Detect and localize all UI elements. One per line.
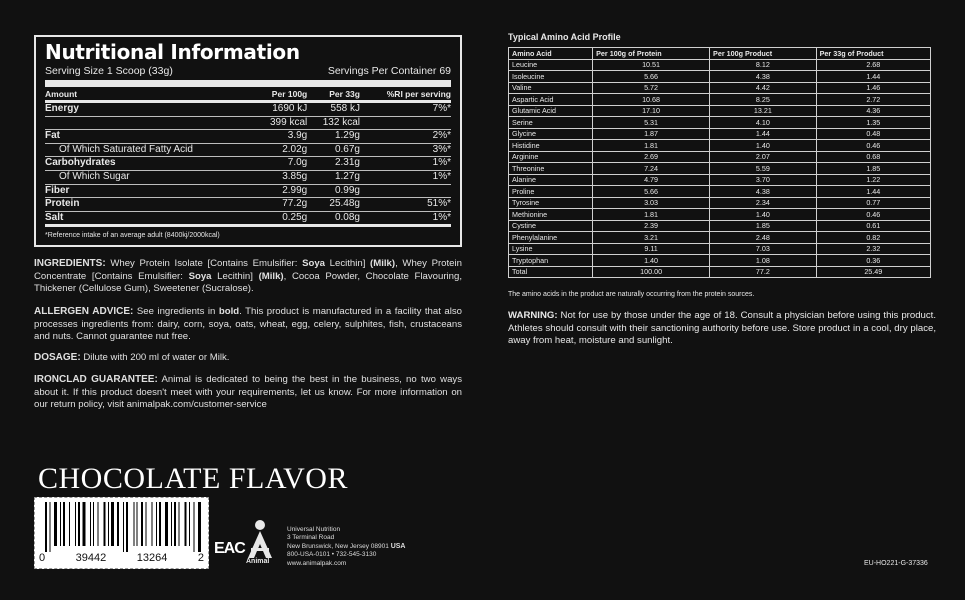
nutrient-name: Carbohydrates [45,157,255,171]
per-100g-protein: 17.10 [593,105,710,117]
amino-name: Tyrosine [509,197,593,209]
serving-size: Serving Size 1 Scoop (33g) [45,65,173,77]
nutrition-panel [34,35,462,247]
barcode-digits [35,552,208,564]
amino-name: Methionine [509,209,593,221]
barcode-bar [108,502,109,546]
address-line: 800-USA-0101 • 732-545-3130 [287,551,377,559]
per-100g-product: 1.40 [710,140,817,152]
allergen-bold: (Milk) [258,270,284,282]
allergen-bold: bold [218,306,240,317]
amino-header-row [509,48,931,60]
per-100g-product: 8.12 [710,59,817,71]
barcode-bar [78,502,80,546]
per-100g-value: 2.02g [255,143,308,157]
allergen-text: . This product is manufactured in a facility that also processes ingredients from: dairy, corn, soya, oats, wheat, egg, celery, sulphites, fish, crustaceans and nuts. Cannot guarantee nut free. [34,306,462,343]
nutrient-name: Of Which Sugar [45,170,255,184]
amino-row [509,163,931,175]
per-100g-product: 5.59 [710,163,817,175]
amino-row [509,266,931,278]
header-amount: Amount [45,87,255,102]
per-33g-product: 0.48 [816,128,930,140]
per-100g-value: 3.85g [255,170,308,184]
allergen-bold: (Milk) [370,258,396,269]
divider-thick [45,80,451,87]
ingredients-text: Lecithin] [325,258,371,269]
nutrient-name: Of Which Saturated Fatty Acid [45,143,255,157]
per-100g-product: 13.21 [710,105,817,117]
amino-name: Isoleucine [509,71,593,83]
guarantee-text: Animal is dedicated to being the best in the business, no two ways about it. If this product doesn't meet with your requirements, let us know. For more information on our return policy, visit animalpak.com/customer-service [34,374,463,411]
barcode [34,497,209,569]
barcode-bar [171,502,172,546]
address-line [287,543,405,551]
per-33g-product: 25.49 [816,266,930,278]
barcode-bar [69,502,70,546]
per-33g-product: 1.22 [816,174,930,186]
per-33g-product: 0.82 [816,232,930,244]
barcode-bar [179,502,180,546]
per-33g-product: 0.46 [816,140,930,152]
amino-name: Phenylalanine [509,232,593,244]
per-33g-product: 1.85 [816,163,930,175]
amino-row [509,94,931,106]
per-100g-protein: 1.81 [593,140,710,152]
barcode-digit: 2 [197,552,204,564]
barcode-bar [63,502,65,546]
amino-row [509,220,931,232]
per-33g-value: 0.99g [307,184,360,198]
ri-value: 1%* [360,157,451,171]
per-100g-protein: 9.11 [593,243,710,255]
amino-row [509,105,931,117]
servings-per-container: Servings Per Container 69 [327,65,451,77]
barcode-bars [35,498,208,554]
ingredients-block [34,258,462,296]
per-33g-product: 0.36 [816,255,930,267]
amino-name: Lysine [509,243,593,255]
per-100g-product: 77.2 [710,266,817,278]
per-100g-product: 2.34 [710,197,817,209]
per-100g-product: 3.70 [710,174,817,186]
per-100g-product: 4.10 [710,117,817,129]
company-address [287,526,405,568]
amino-title: Typical Amino Acid Profile [508,32,621,42]
barcode-bar [141,502,143,546]
nutrient-name: Salt [45,211,255,226]
logo-label: Animal [246,558,270,565]
header-ri: %RI per serving [360,87,451,102]
per-100g-product: 1.85 [710,220,817,232]
per-33g-product: 1.44 [816,186,930,198]
barcode-bar [174,502,176,546]
per-100g-protein: 2.39 [593,220,710,232]
barcode-bar [123,502,124,552]
amino-row [509,255,931,267]
barcode-bar [189,502,190,546]
per-100g-protein: 7.24 [593,163,710,175]
nutrient-name [45,116,255,130]
nutrition-row [45,116,451,130]
nutrition-title: Nutritional Information [45,40,300,64]
per-33g-value: 2.31g [307,157,360,171]
per-33g-product: 4.36 [816,105,930,117]
barcode-bar [104,502,106,546]
per-33g-product: 0.68 [816,151,930,163]
amino-row [509,59,931,71]
amino-header: Amino Acid [509,48,593,60]
barcode-bar [156,502,157,546]
per-100g-value: 399 kcal [255,116,308,130]
per-100g-protein: 100.00 [593,266,710,278]
amino-name: Glutamic Acid [509,105,593,117]
amino-name: Aspartic Acid [509,94,593,106]
guarantee-block [34,374,462,412]
nutrition-row [45,143,451,157]
address-country: USA [390,542,406,550]
amino-table [508,47,931,278]
per-100g-protein: 1.81 [593,209,710,221]
dosage-block [34,352,462,365]
per-33g-value: 1.27g [307,170,360,184]
amino-name: Glycine [509,128,593,140]
per-33g-product: 1.44 [816,71,930,83]
barcode-bar [137,502,138,546]
barcode-bar [93,502,94,546]
amino-name: Valine [509,82,593,94]
per-100g-protein: 5.66 [593,186,710,198]
ri-value: 7%* [360,102,451,117]
amino-header: Per 100g Product [710,48,817,60]
barcode-bar [152,502,153,546]
barcode-bar [90,502,91,546]
per-33g-value: 558 kJ [307,102,360,117]
per-100g-protein: 5.31 [593,117,710,129]
per-100g-protein: 5.66 [593,71,710,83]
nutrition-header-row [45,87,451,102]
per-33g-value: 25.48g [307,198,360,212]
per-100g-product: 2.48 [710,232,817,244]
amino-row [509,186,931,198]
per-100g-product: 1.44 [710,128,817,140]
amino-row [509,232,931,244]
nutrient-name: Protein [45,198,255,212]
per-100g-product: 2.07 [710,151,817,163]
per-100g-protein: 3.03 [593,197,710,209]
per-33g-value: 1.29g [307,130,360,144]
nutrition-row [45,211,451,226]
amino-row [509,140,931,152]
nutrition-row [45,198,451,212]
barcode-bar [198,502,201,552]
amino-name: Histidine [509,140,593,152]
per-100g-protein: 10.68 [593,94,710,106]
per-100g-protein: 2.69 [593,151,710,163]
ingredients-text: , Whey Protein Concentrate [Contains Emulsifier: [34,258,462,282]
nutrition-row [45,184,451,198]
per-100g-product: 4.42 [710,82,817,94]
amino-header: Per 33g of Product [816,48,930,60]
per-100g-value: 77.2g [255,198,308,212]
per-100g-protein: 1.40 [593,255,710,267]
per-100g-value: 2.99g [255,184,308,198]
per-100g-value: 3.9g [255,130,308,144]
amino-name: Cystine [509,220,593,232]
per-100g-protein: 4.79 [593,174,710,186]
address-line: www.animalpak.com [287,559,347,567]
nutrition-row [45,157,451,171]
amino-row [509,174,931,186]
per-100g-value: 0.25g [255,211,308,226]
amino-note: The amino acids in the product are naturally occurring from the protein sources. [508,291,755,298]
amino-name: Arginine [509,151,593,163]
per-33g-product: 2.68 [816,59,930,71]
amino-row [509,117,931,129]
ingredients-text: Lecithin] [211,270,259,282]
header-per-100g: Per 100g [255,87,308,102]
barcode-bar [159,502,161,546]
amino-header: Per 100g of Protein [593,48,710,60]
per-100g-value: 1690 kJ [255,102,308,117]
nutrient-name: Energy [45,102,255,117]
per-100g-product: 1.08 [710,255,817,267]
allergen-text: See ingredients in [133,306,219,317]
warning-block [508,310,936,348]
nutrition-row [45,170,451,184]
ri-value: 1%* [360,170,451,184]
per-33g-product: 2.32 [816,243,930,255]
per-100g-product: 4.38 [710,71,817,83]
per-33g-product: 0.46 [816,209,930,221]
eac-mark: EAC [214,540,245,557]
dosage-heading: DOSAGE: [34,352,81,363]
amino-name: Proline [509,186,593,198]
header-per-33g: Per 33g [307,87,360,102]
barcode-bar [126,502,128,552]
per-33g-product: 2.72 [816,94,930,106]
barcode-bar [60,502,61,546]
address-line: 3 Terminal Road [287,534,335,542]
barcode-bar [134,502,135,546]
per-100g-product: 4.38 [710,186,817,198]
allergen-bold: Soya [302,258,325,269]
dosage-text: Dilute with 200 ml of water or Milk. [80,352,230,363]
barcode-digit: 0 [39,552,46,564]
allergen-bold: Soya [188,270,212,282]
nutrient-name: Fat [45,130,255,144]
barcode-bar [54,502,57,546]
per-100g-product: 7.03 [710,243,817,255]
per-100g-protein: 3.21 [593,232,710,244]
per-100g-product: 1.40 [710,209,817,221]
barcode-bar [83,502,86,546]
barcode-digit: 13264 [136,552,168,564]
product-code: EU-HO221-G-37336 [864,560,928,567]
per-33g-value: 0.67g [307,143,360,157]
allergen-block [34,306,462,344]
barcode-digit: 39442 [75,552,107,564]
barcode-bar [98,502,99,546]
barcode-bar [111,502,114,546]
per-100g-value: 7.0g [255,157,308,171]
barcode-bar [194,502,195,552]
amino-row [509,128,931,140]
barcode-bar [185,502,187,546]
per-100g-product: 8.25 [710,94,817,106]
amino-row [509,151,931,163]
amino-name: Total [509,266,593,278]
ingredients-text: , Cocoa Powder, Chocolate Flavouring, Thickener (Cellulose Gum), Sweetener (Sucralose). [34,270,462,295]
nutrition-table [45,87,451,227]
per-33g-product: 1.35 [816,117,930,129]
per-100g-protein: 1.87 [593,128,710,140]
warning-heading: WARNING: [508,310,558,321]
per-100g-protein: 5.72 [593,82,710,94]
barcode-bar [50,502,51,552]
per-33g-product: 0.77 [816,197,930,209]
allergen-heading: ALLERGEN ADVICE: [34,306,134,317]
barcode-bar [165,502,168,546]
warning-text: Not for use by those under the age of 18. Consult a physician before using this product. Athletes should consult with their sanctioning authority before use. Store product in a cool, dry place, away from heat, moisture and sunlight. [508,310,936,347]
nutrition-footnote: *Reference intake of an average adult (8400kj/2000kcal) [45,232,220,240]
amino-row [509,197,931,209]
nutrient-name: Fiber [45,184,255,198]
ri-value: 3%* [360,143,451,157]
barcode-bar [75,502,76,546]
amino-name: Tryptophan [509,255,593,267]
per-33g-product: 0.61 [816,220,930,232]
amino-name: Alanine [509,174,593,186]
ri-value [360,184,451,198]
serving-info [45,65,451,77]
nutrition-row [45,102,451,117]
ingredients-heading: INGREDIENTS: [34,258,106,269]
amino-row [509,243,931,255]
barcode-bar [45,502,47,552]
ri-value: 1%* [360,211,451,226]
ri-value: 51%* [360,198,451,212]
amino-name: Leucine [509,59,593,71]
ingredients-text: Whey Protein Isolate [Contains Emulsifier: [105,258,303,269]
per-33g-value: 0.08g [307,211,360,226]
flavor-label: CHOCOLATE FLAVOR [38,462,348,495]
amino-name: Serine [509,117,593,129]
per-100g-protein: 10.51 [593,59,710,71]
address-city: New Brunswick, New Jersey 08901 [287,542,389,550]
amino-row [509,82,931,94]
address-line: Universal Nutrition [287,526,341,533]
nutrition-row [45,130,451,144]
guarantee-heading: IRONCLAD GUARANTEE: [34,374,158,385]
amino-name: Threonine [509,163,593,175]
per-33g-product: 1.46 [816,82,930,94]
barcode-bar [117,502,119,546]
ri-value [360,116,451,130]
amino-row [509,209,931,221]
barcode-bar [146,502,147,546]
ri-value: 2%* [360,130,451,144]
per-33g-value: 132 kcal [307,116,360,130]
amino-row [509,71,931,83]
